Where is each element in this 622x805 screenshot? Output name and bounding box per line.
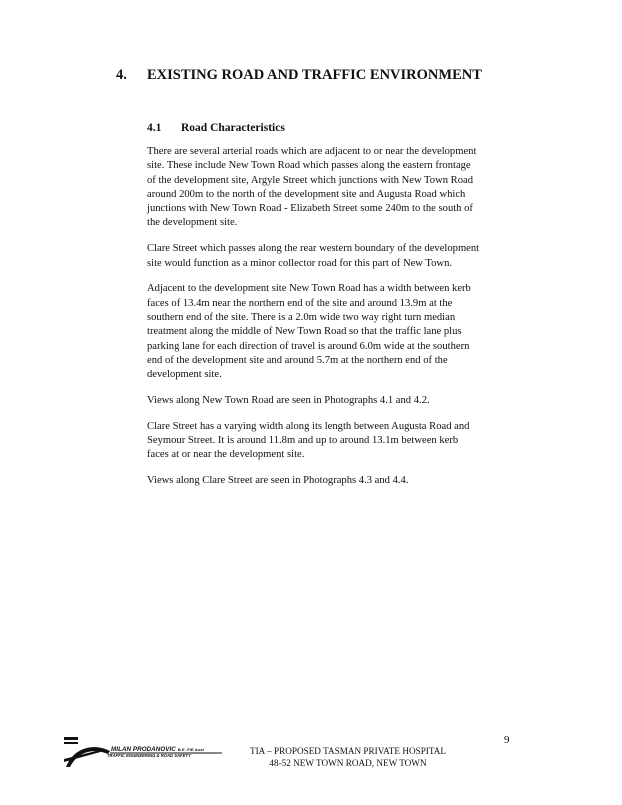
text-line: Clare Street which passes along the rear western boundary of the development xyxy=(147,243,480,255)
text-line: Seymour Street. It is around 11.8m and up to around 13.1m between kerb xyxy=(147,435,459,447)
company-logo xyxy=(64,737,224,769)
text-line: There are several arterial roads which are adjacent to or near the development xyxy=(147,146,477,157)
paragraph xyxy=(147,394,527,408)
footer xyxy=(236,745,460,769)
paragraph xyxy=(147,242,527,271)
text-line: Views along Clare Street are seen in Photographs 4.3 and 4.4. xyxy=(147,475,409,487)
text-line: Adjacent to the development site New Town Road has a width between kerb xyxy=(147,283,471,295)
text-line: around 200m to the north of the development site and Augusta Road which xyxy=(147,188,466,200)
paragraph xyxy=(147,145,527,231)
logo-tagline: TRAFFIC ENGINEERING & ROAD SAFETY xyxy=(107,753,191,758)
paragraph xyxy=(147,474,527,488)
footer-line-2: 48-52 NEW TOWN ROAD, NEW TOWN xyxy=(269,758,427,768)
text-line: development site. xyxy=(147,369,222,381)
text-line: treatment along the middle of New Town Road so that the traffic lane plus xyxy=(147,326,462,338)
footer-line-1: TIA – PROPOSED TASMAN PRIVATE HOSPITAL xyxy=(249,746,446,756)
section-heading xyxy=(116,67,482,84)
subsection-title: Road Characteristics xyxy=(181,122,285,134)
text-line: site. These include New Town Road which passes along the eastern frontage xyxy=(147,160,471,172)
text-line: Views along New Town Road are seen in Photographs 4.1 and 4.2. xyxy=(147,394,430,406)
text-line: of the development site, Argyle Street which junctions with New Town Road xyxy=(147,174,474,186)
section-title: EXISTING ROAD AND TRAFFIC ENVIRONMENT xyxy=(147,67,482,83)
text-line: site would function as a minor collector road for this part of New Town. xyxy=(147,257,453,269)
subsection-number: 4.1 xyxy=(147,122,162,134)
paragraph xyxy=(147,282,527,382)
text-line: faces at or near the development site. xyxy=(147,449,305,461)
text-line: the development site. xyxy=(147,217,238,229)
text-line: parking lane for each direction of travel is around 6.0m wide at the southern xyxy=(147,340,470,352)
subsection-heading xyxy=(147,122,285,134)
section-number: 4. xyxy=(116,67,127,83)
text-line: junctions with New Town Road - Elizabeth Street some 240m to the south of xyxy=(147,203,473,215)
logo-name: MILAN PRODANOVIC B.E. FIE Aust xyxy=(111,746,204,753)
page-number: 9 xyxy=(504,734,510,746)
text-line: Clare Street has a varying width along its length between Augusta Road and xyxy=(147,420,470,432)
text-line: southern end of the site. There is a 2.0m wide two way right turn median xyxy=(147,311,456,323)
paragraph xyxy=(147,420,527,463)
text-line: end of the development site and around 5.7m at the northern end of the xyxy=(147,354,448,366)
text-line: faces of 13.4m near the northern end of the site and around 13.9m at the xyxy=(147,297,453,309)
body-text xyxy=(147,145,527,500)
